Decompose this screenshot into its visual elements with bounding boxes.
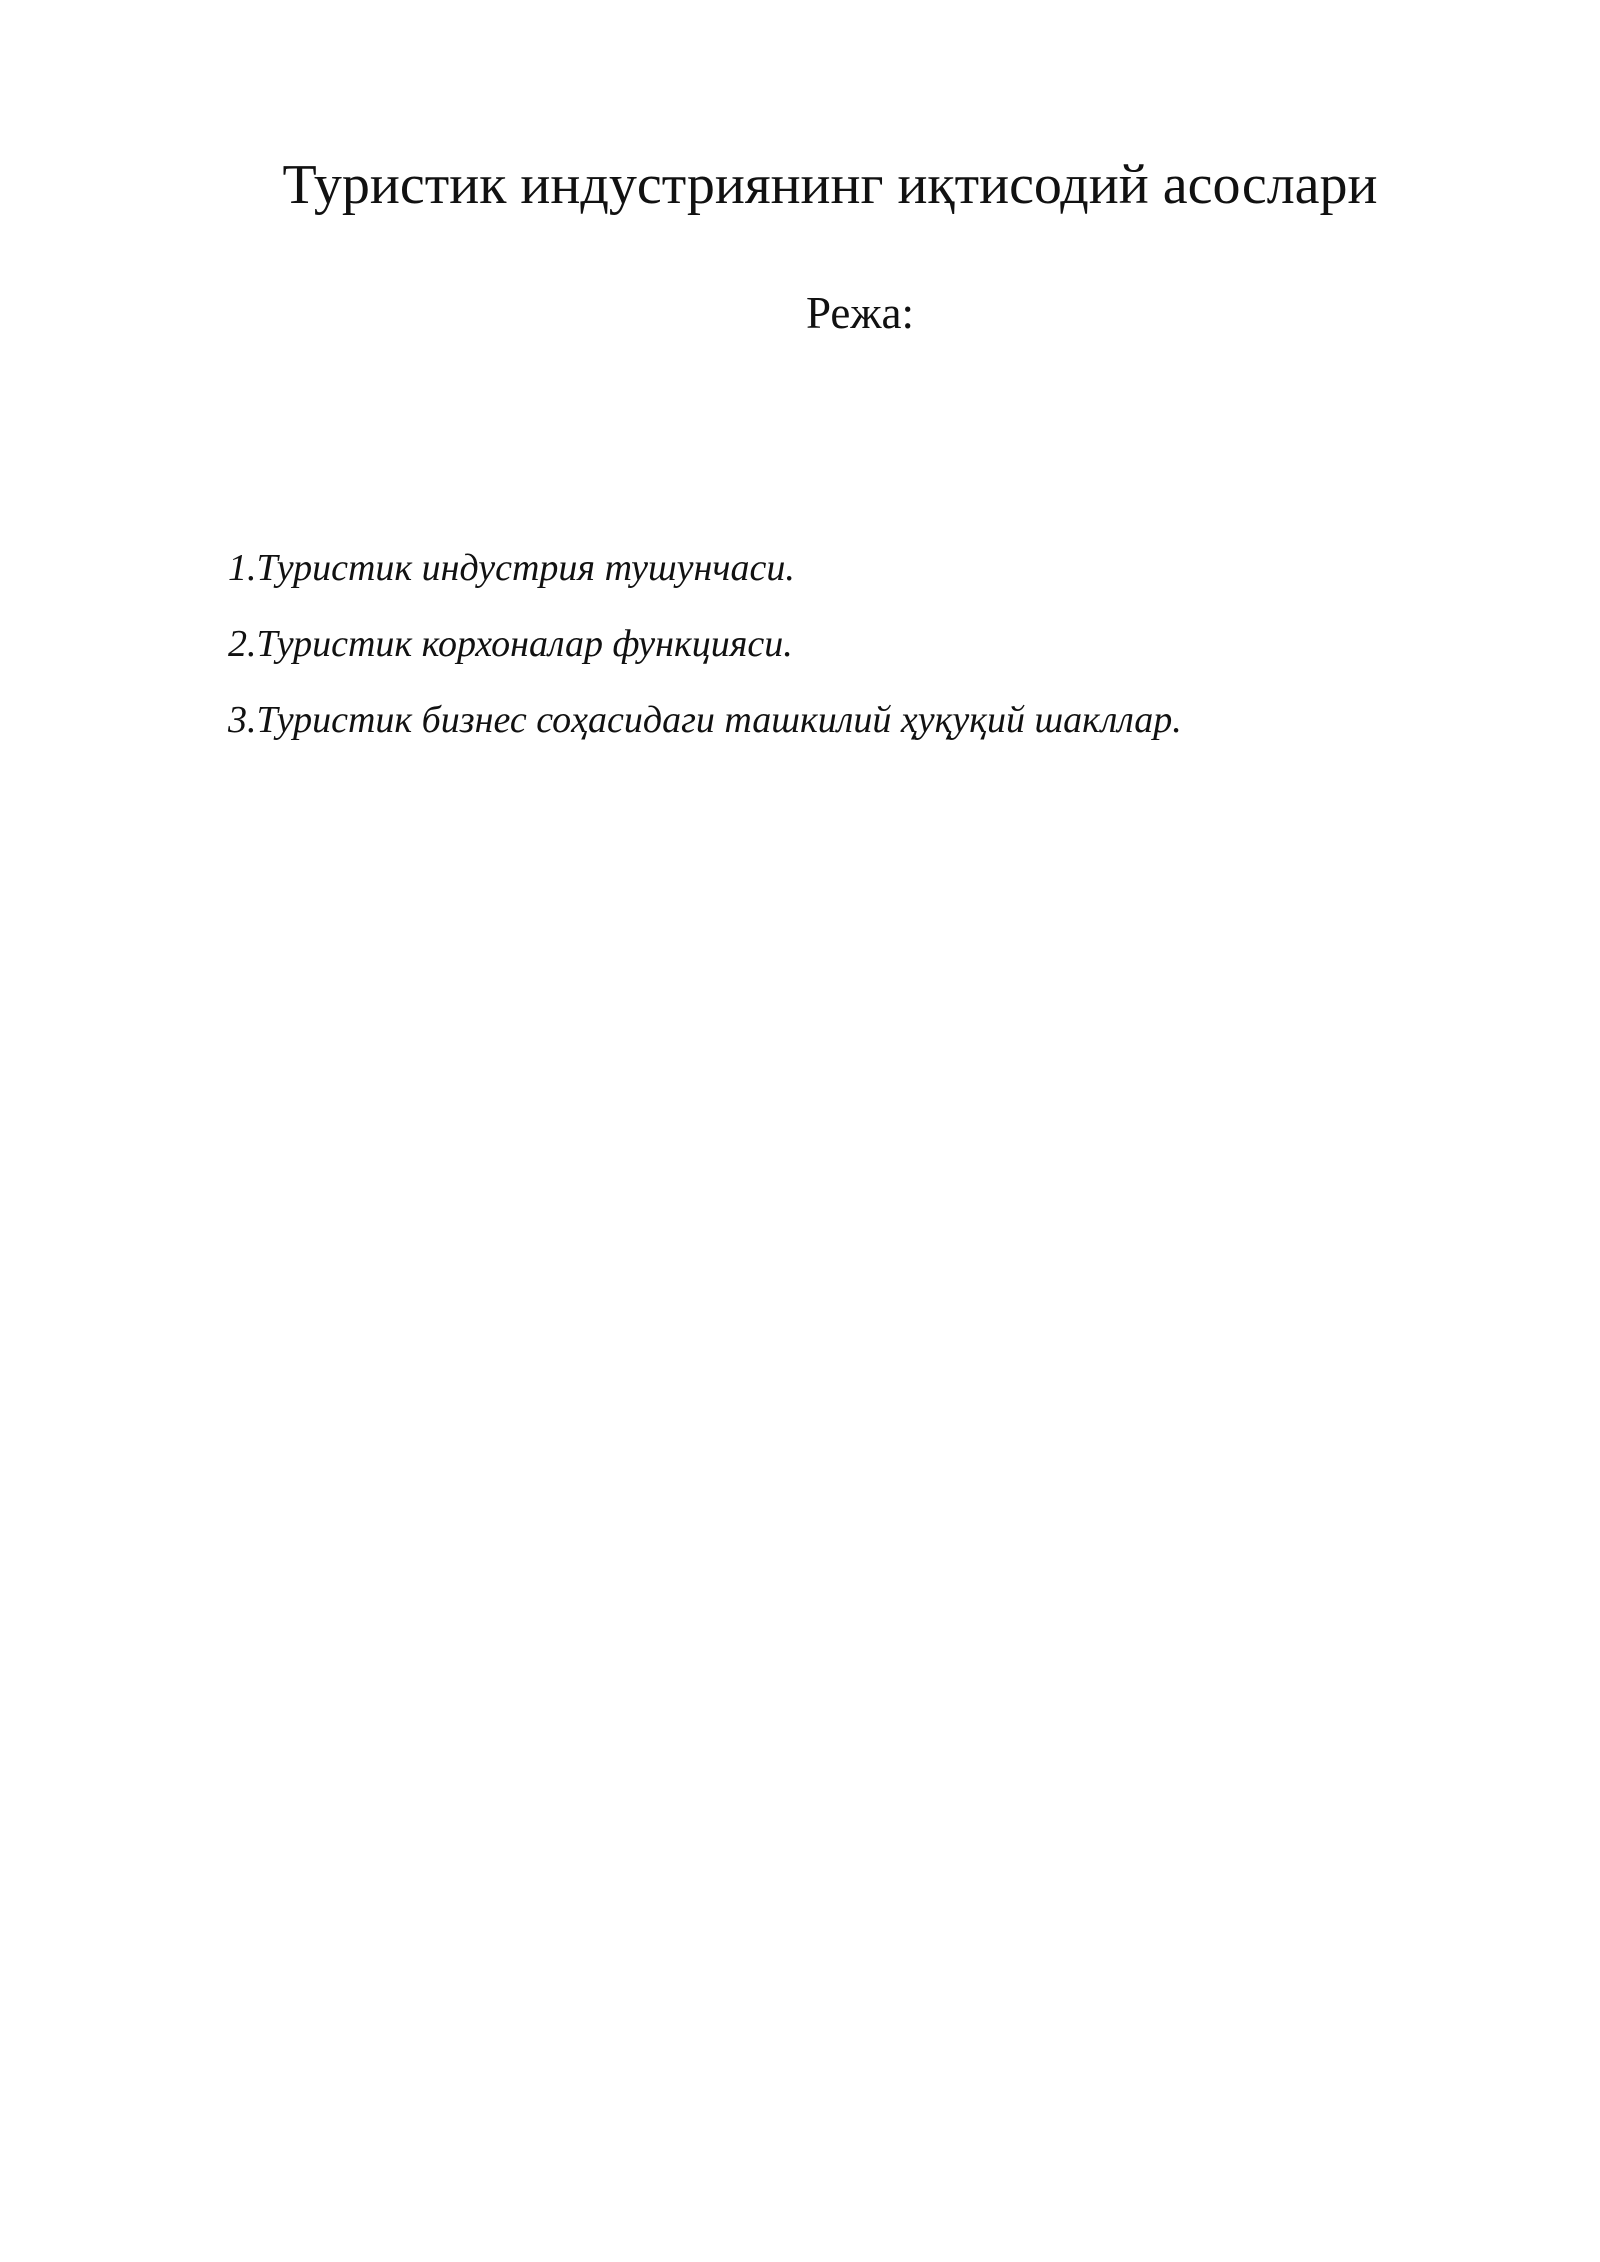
document-title: Туристик индустриянинг иқтисодий асослари <box>282 154 1378 216</box>
plan-item-1: 1.Туристик индустрия тушунчаси. <box>228 547 795 589</box>
plan-item-2: 2.Туристик корхоналар функцияси. <box>228 623 793 665</box>
plan-list <box>228 530 1182 758</box>
plan-item-3: 3.Туристик бизнес соҳасидаги ташкилий ҳуқуқий шакллар. <box>228 699 1182 741</box>
plan-heading: Режа: <box>806 288 914 338</box>
